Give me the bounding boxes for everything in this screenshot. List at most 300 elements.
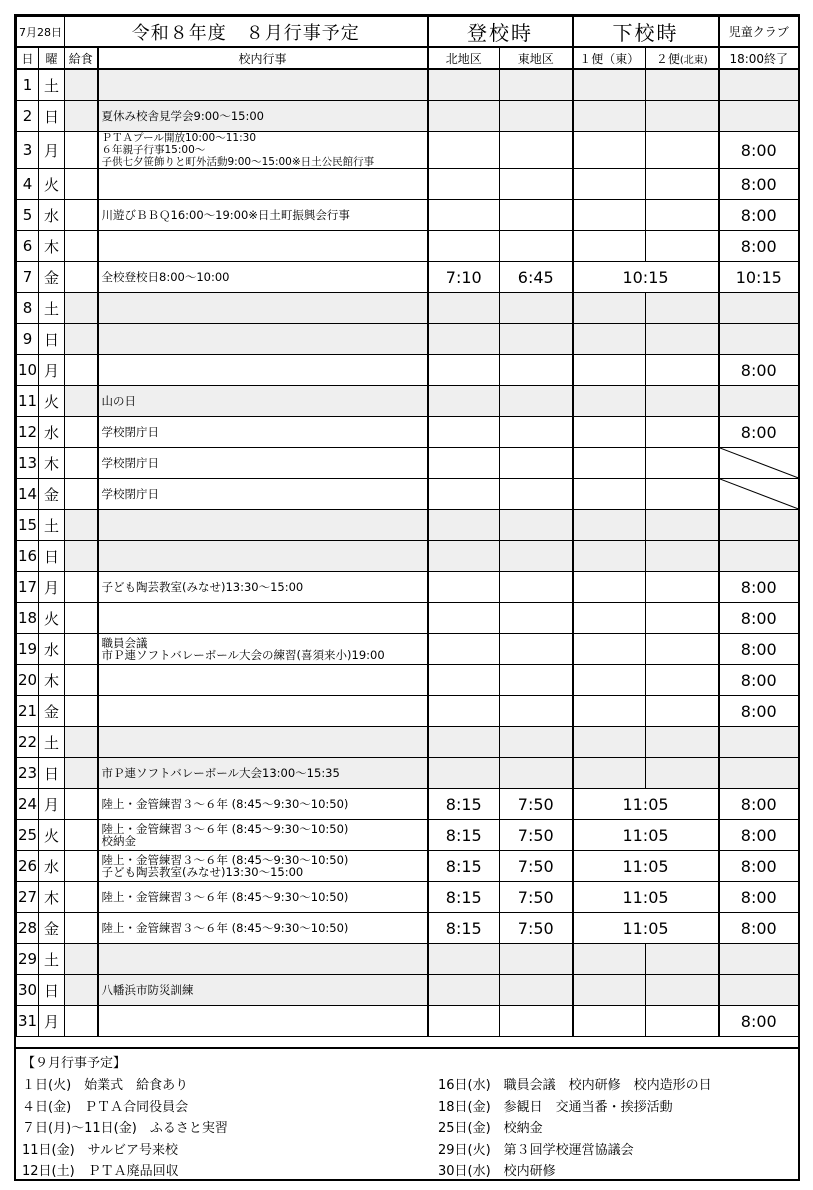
events-cell — [98, 758, 428, 789]
day-number: 24 — [17, 789, 39, 820]
north-arrival: 8:15 — [428, 913, 500, 944]
col-day: 日 — [17, 47, 39, 69]
lunch-cell — [65, 541, 98, 572]
weekday: 日 — [39, 324, 65, 355]
bus2-cell — [646, 69, 719, 101]
events-cell — [98, 572, 428, 603]
day-number: 5 — [17, 200, 39, 231]
events-cell — [98, 200, 428, 231]
north-arrival — [428, 479, 500, 510]
day-number: 23 — [17, 758, 39, 789]
schedule-sheet — [14, 14, 800, 1181]
east-arrival — [500, 975, 573, 1006]
day-number: 1 — [17, 69, 39, 101]
september-item: 25日(金) 校納金 — [438, 1121, 543, 1136]
day-number: 8 — [17, 293, 39, 324]
weekday: 日 — [39, 101, 65, 132]
lunch-cell — [65, 727, 98, 758]
departure-time: 10:15 — [573, 262, 719, 293]
bus1-cell — [573, 944, 646, 975]
day-row — [17, 541, 799, 572]
weekday: 月 — [39, 1006, 65, 1037]
events-cell — [98, 101, 428, 132]
date-label: 7月28日 — [17, 17, 65, 48]
event-line: 山の日 — [101, 394, 136, 408]
club-heading: 児童クラブ — [719, 17, 799, 48]
north-arrival: 7:10 — [428, 262, 500, 293]
event-line: 子供七夕笹飾りと町外活動9:00～15:00※日土公民館行事 — [101, 156, 375, 168]
club-time: 10:15 — [719, 262, 799, 293]
departure-time: 11:05 — [573, 882, 719, 913]
bus1-cell — [573, 603, 646, 634]
club-time: 8:00 — [719, 355, 799, 386]
north-arrival — [428, 448, 500, 479]
club-time: 8:00 — [719, 634, 799, 665]
bus1-cell — [573, 572, 646, 603]
events-cell — [98, 789, 428, 820]
events-cell — [98, 851, 428, 882]
day-row — [17, 510, 799, 541]
bus2-cell — [646, 169, 719, 200]
weekday: 木 — [39, 665, 65, 696]
east-arrival — [500, 355, 573, 386]
event-line: 夏休み校舎見学会9:00～15:00 — [101, 109, 264, 123]
bus2-cell — [646, 510, 719, 541]
weekday: 月 — [39, 789, 65, 820]
north-arrival — [428, 324, 500, 355]
day-number: 21 — [17, 696, 39, 727]
lunch-cell — [65, 944, 98, 975]
north-arrival — [428, 572, 500, 603]
day-number: 31 — [17, 1006, 39, 1037]
east-arrival: 6:45 — [500, 262, 573, 293]
col-bus2-label: ２便 — [655, 51, 680, 66]
not-applicable-slash — [720, 479, 799, 509]
east-arrival — [500, 665, 573, 696]
weekday: 日 — [39, 758, 65, 789]
north-arrival — [428, 293, 500, 324]
day-row — [17, 200, 799, 231]
lunch-cell — [65, 101, 98, 132]
events-cell — [98, 293, 428, 324]
bus2-cell — [646, 603, 719, 634]
club-time: 8:00 — [719, 1006, 799, 1037]
day-row — [17, 386, 799, 417]
north-arrival — [428, 758, 500, 789]
day-number: 6 — [17, 231, 39, 262]
september-heading: 【９月行事予定】 — [22, 1056, 127, 1071]
lunch-cell — [65, 696, 98, 727]
north-arrival — [428, 231, 500, 262]
september-item: 18日(金) 参観日 交通当番・挨拶活動 — [438, 1099, 673, 1115]
day-row — [17, 944, 799, 975]
event-line: 陸上・金管練習３～６年 (8:45～9:30～10:50) — [101, 921, 349, 935]
day-number: 10 — [17, 355, 39, 386]
east-arrival — [500, 169, 573, 200]
east-arrival — [500, 758, 573, 789]
lunch-cell — [65, 293, 98, 324]
lunch-cell — [65, 634, 98, 665]
weekday: 水 — [39, 634, 65, 665]
club-time: 8:00 — [719, 696, 799, 727]
event-line: 市Ｐ連ソフトバレーボール大会の練習(喜須来小)19:00 — [101, 648, 385, 662]
departure-time: 11:05 — [573, 820, 719, 851]
lunch-cell — [65, 975, 98, 1006]
north-arrival — [428, 386, 500, 417]
day-row — [17, 882, 799, 913]
north-arrival — [428, 944, 500, 975]
weekday: 火 — [39, 820, 65, 851]
bus2-cell — [646, 293, 719, 324]
club-time — [719, 944, 799, 975]
bus2-cell — [646, 417, 719, 448]
weekday: 木 — [39, 448, 65, 479]
bus1-cell — [573, 101, 646, 132]
events-cell — [98, 510, 428, 541]
club-time — [719, 386, 799, 417]
club-time: 8:00 — [719, 572, 799, 603]
bus1-cell — [573, 510, 646, 541]
weekday: 金 — [39, 696, 65, 727]
north-arrival — [428, 355, 500, 386]
weekday: 土 — [39, 69, 65, 101]
club-time — [719, 69, 799, 101]
lunch-cell — [65, 355, 98, 386]
club-time — [719, 975, 799, 1006]
day-number: 2 — [17, 101, 39, 132]
east-arrival — [500, 696, 573, 727]
east-arrival — [500, 448, 573, 479]
september-item: 30日(水) 校内研修 — [438, 1164, 556, 1179]
north-arrival — [428, 101, 500, 132]
bus1-cell — [573, 386, 646, 417]
day-number: 17 — [17, 572, 39, 603]
bus2-cell — [646, 132, 719, 169]
lunch-cell — [65, 386, 98, 417]
col-bus2-sub: (北東) — [679, 54, 708, 66]
bus2-cell — [646, 355, 719, 386]
north-arrival — [428, 634, 500, 665]
event-line: 職員会議 — [101, 636, 148, 650]
north-arrival — [428, 417, 500, 448]
club-time — [719, 541, 799, 572]
day-row — [17, 101, 799, 132]
event-line: 学校閉庁日 — [101, 487, 159, 501]
east-arrival — [500, 417, 573, 448]
day-row — [17, 448, 799, 479]
east-arrival — [500, 634, 573, 665]
schedule-table — [16, 16, 799, 1037]
lunch-cell — [65, 169, 98, 200]
day-row — [17, 851, 799, 882]
east-arrival — [500, 603, 573, 634]
north-arrival — [428, 665, 500, 696]
day-row — [17, 231, 799, 262]
club-time: 8:00 — [719, 200, 799, 231]
day-row — [17, 789, 799, 820]
col-club: 18:00終了 — [719, 47, 799, 69]
weekday: 月 — [39, 132, 65, 169]
events-cell — [98, 231, 428, 262]
events-cell — [98, 1006, 428, 1037]
north-arrival — [428, 169, 500, 200]
day-number: 16 — [17, 541, 39, 572]
day-row — [17, 355, 799, 386]
east-arrival — [500, 386, 573, 417]
day-number: 29 — [17, 944, 39, 975]
day-number: 26 — [17, 851, 39, 882]
weekday: 月 — [39, 355, 65, 386]
club-time: 8:00 — [719, 132, 799, 169]
september-item: 12日(土) ＰＴＡ廃品回収 — [22, 1164, 179, 1179]
col-north: 北地区 — [428, 47, 500, 69]
east-arrival: 7:50 — [500, 882, 573, 913]
day-number: 12 — [17, 417, 39, 448]
bus2-cell — [646, 386, 719, 417]
events-cell — [98, 132, 428, 169]
day-number: 19 — [17, 634, 39, 665]
events-cell — [98, 262, 428, 293]
weekday: 日 — [39, 541, 65, 572]
north-arrival: 8:15 — [428, 820, 500, 851]
day-number: 27 — [17, 882, 39, 913]
lunch-cell — [65, 1006, 98, 1037]
lunch-cell — [65, 851, 98, 882]
weekday: 水 — [39, 200, 65, 231]
east-arrival — [500, 231, 573, 262]
day-row — [17, 758, 799, 789]
weekday: 火 — [39, 603, 65, 634]
september-item: 29日(火) 第３回学校運営協議会 — [438, 1142, 634, 1158]
bus1-cell — [573, 324, 646, 355]
east-arrival — [500, 727, 573, 758]
departure-time: 11:05 — [573, 913, 719, 944]
bus1-cell — [573, 541, 646, 572]
club-time: 8:00 — [719, 665, 799, 696]
bus1-cell — [573, 665, 646, 696]
north-arrival: 8:15 — [428, 851, 500, 882]
club-time: 8:00 — [719, 820, 799, 851]
club-time: 8:00 — [719, 417, 799, 448]
club-time — [719, 101, 799, 132]
bus1-cell — [573, 758, 646, 789]
events-cell — [98, 944, 428, 975]
events-cell — [98, 169, 428, 200]
day-number: 30 — [17, 975, 39, 1006]
lunch-cell — [65, 69, 98, 101]
event-line: 子ども陶芸教室(みなせ)13:30～15:00 — [101, 865, 304, 879]
lunch-cell — [65, 479, 98, 510]
bus1-cell — [573, 169, 646, 200]
day-row — [17, 1006, 799, 1037]
club-time: 8:00 — [719, 851, 799, 882]
day-row — [17, 975, 799, 1006]
bus1-cell — [573, 231, 646, 262]
bus1-cell — [573, 417, 646, 448]
weekday: 金 — [39, 913, 65, 944]
lunch-cell — [65, 758, 98, 789]
event-line: 陸上・金管練習３～６年 (8:45～9:30～10:50) — [101, 853, 349, 867]
events-cell — [98, 665, 428, 696]
bus2-cell — [646, 231, 719, 262]
day-number: 22 — [17, 727, 39, 758]
club-time: 8:00 — [719, 789, 799, 820]
east-arrival: 7:50 — [500, 913, 573, 944]
day-row — [17, 479, 799, 510]
events-cell — [98, 417, 428, 448]
club-time: 8:00 — [719, 882, 799, 913]
lunch-cell — [65, 417, 98, 448]
north-arrival — [428, 69, 500, 101]
events-cell — [98, 882, 428, 913]
day-row — [17, 132, 799, 169]
day-row — [17, 665, 799, 696]
north-arrival — [428, 541, 500, 572]
weekday: 火 — [39, 169, 65, 200]
weekday: 土 — [39, 944, 65, 975]
north-arrival: 8:15 — [428, 789, 500, 820]
weekday: 木 — [39, 882, 65, 913]
september-item: ４日(金) ＰＴＡ合同役員会 — [22, 1099, 189, 1115]
september-item: ７日(月)～11日(金) ふるさと実習 — [22, 1121, 228, 1136]
events-cell — [98, 913, 428, 944]
weekday: 金 — [39, 479, 65, 510]
event-line: 川遊びＢＢＱ16:00～19:00※日土町振興会行事 — [101, 208, 350, 222]
event-line: ６年親子行事15:00～ — [101, 144, 206, 156]
east-arrival — [500, 541, 573, 572]
club-time — [719, 479, 799, 510]
departure-time: 11:05 — [573, 851, 719, 882]
col-events: 校内行事 — [98, 47, 428, 69]
day-number: 13 — [17, 448, 39, 479]
club-time — [719, 758, 799, 789]
weekday: 木 — [39, 231, 65, 262]
event-line: 陸上・金管練習３～６年 (8:45～9:30～10:50) — [101, 890, 349, 904]
event-line: 陸上・金管練習３～６年 (8:45～9:30～10:50) — [101, 822, 349, 836]
bus2-cell — [646, 572, 719, 603]
weekday: 水 — [39, 417, 65, 448]
weekday: 水 — [39, 851, 65, 882]
lunch-cell — [65, 510, 98, 541]
north-arrival — [428, 727, 500, 758]
bus2-cell — [646, 200, 719, 231]
bus2-cell — [646, 541, 719, 572]
day-number: 11 — [17, 386, 39, 417]
event-line: 市Ｐ連ソフトバレーボール大会13:00～15:35 — [101, 766, 340, 780]
day-number: 3 — [17, 132, 39, 169]
events-cell — [98, 634, 428, 665]
bus2-cell — [646, 665, 719, 696]
north-arrival — [428, 696, 500, 727]
event-line: ＰＴＡプール開放10:00～11:30 — [101, 132, 256, 144]
september-item: 16日(水) 職員会議 校内研修 校内造形の日 — [438, 1078, 712, 1093]
day-row — [17, 169, 799, 200]
east-arrival — [500, 101, 573, 132]
club-time — [719, 324, 799, 355]
events-cell — [98, 820, 428, 851]
bus1-cell — [573, 448, 646, 479]
events-cell — [98, 448, 428, 479]
north-arrival — [428, 200, 500, 231]
events-cell — [98, 69, 428, 101]
club-time: 8:00 — [719, 603, 799, 634]
day-number: 7 — [17, 262, 39, 293]
bus2-cell — [646, 101, 719, 132]
day-row — [17, 417, 799, 448]
events-cell — [98, 727, 428, 758]
departure-time: 11:05 — [573, 789, 719, 820]
east-arrival — [500, 944, 573, 975]
day-row — [17, 69, 799, 101]
weekday: 月 — [39, 572, 65, 603]
event-line: 全校登校日8:00～10:00 — [101, 270, 230, 284]
day-row — [17, 324, 799, 355]
lunch-cell — [65, 200, 98, 231]
september-schedule — [16, 1047, 798, 1181]
event-line: 八幡浜市防災訓練 — [101, 983, 194, 997]
weekday: 日 — [39, 975, 65, 1006]
events-cell — [98, 355, 428, 386]
day-row — [17, 603, 799, 634]
east-arrival — [500, 479, 573, 510]
bus2-cell — [646, 758, 719, 789]
club-time: 8:00 — [719, 231, 799, 262]
bus1-cell — [573, 132, 646, 169]
east-arrival — [500, 324, 573, 355]
bus1-cell — [573, 727, 646, 758]
events-cell — [98, 386, 428, 417]
event-line: 校納金 — [101, 834, 136, 848]
col-east: 東地区 — [500, 47, 573, 69]
east-arrival — [500, 572, 573, 603]
lunch-cell — [65, 882, 98, 913]
bus1-cell — [573, 1006, 646, 1037]
lunch-cell — [65, 132, 98, 169]
bus1-cell — [573, 355, 646, 386]
bus1-cell — [573, 69, 646, 101]
weekday: 火 — [39, 386, 65, 417]
day-row — [17, 820, 799, 851]
east-arrival — [500, 1006, 573, 1037]
page-title: 令和８年度 ８月行事予定 — [65, 17, 428, 48]
events-cell — [98, 324, 428, 355]
lunch-cell — [65, 789, 98, 820]
col-bus1: １便（東） — [573, 47, 646, 69]
events-cell — [98, 975, 428, 1006]
lunch-cell — [65, 448, 98, 479]
day-number: 28 — [17, 913, 39, 944]
event-line: 子ども陶芸教室(みなせ)13:30～15:00 — [101, 580, 304, 594]
club-time — [719, 727, 799, 758]
lunch-cell — [65, 820, 98, 851]
events-cell — [98, 541, 428, 572]
lunch-cell — [65, 665, 98, 696]
events-cell — [98, 696, 428, 727]
day-number: 4 — [17, 169, 39, 200]
east-arrival: 7:50 — [500, 820, 573, 851]
north-arrival — [428, 510, 500, 541]
lunch-cell — [65, 324, 98, 355]
bus1-cell — [573, 479, 646, 510]
lunch-cell — [65, 262, 98, 293]
event-line: 陸上・金管練習３～６年 (8:45～9:30～10:50) — [101, 797, 349, 811]
events-cell — [98, 603, 428, 634]
north-arrival — [428, 975, 500, 1006]
bus2-cell — [646, 479, 719, 510]
east-arrival — [500, 200, 573, 231]
day-number: 18 — [17, 603, 39, 634]
bus2-cell — [646, 634, 719, 665]
